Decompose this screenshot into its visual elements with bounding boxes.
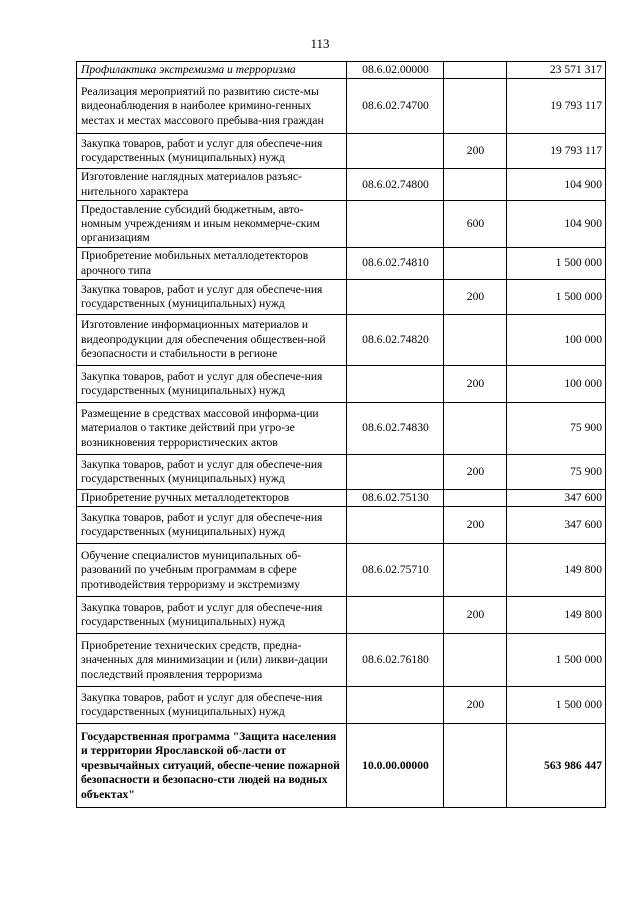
table-row (77, 544, 606, 597)
expense-type-cell (444, 62, 507, 79)
amount-cell: 100 000 (507, 366, 606, 403)
expense-type-cell: 200 (444, 366, 507, 403)
code-cell: 08.6.02.74700 (347, 79, 444, 134)
amount-cell: 1 500 000 (507, 634, 606, 687)
amount-cell: 347 600 (507, 490, 606, 507)
name-cell: Обучение специалистов муниципальных об-разований по учебным программам в сфере противодействия терроризму и экстремизму (77, 544, 347, 597)
amount-cell: 104 900 (507, 169, 606, 201)
amount-cell: 1 500 000 (507, 280, 606, 315)
table-row (77, 507, 606, 544)
code-cell (347, 507, 444, 544)
budget-table (76, 61, 606, 808)
expense-type-cell (444, 248, 507, 280)
expense-type-cell: 200 (444, 134, 507, 169)
expense-type-cell: 600 (444, 201, 507, 248)
name-cell: Закупка товаров, работ и услуг для обеспече-ния государственных (муниципальных) нужд (77, 455, 347, 490)
amount-cell: 149 800 (507, 544, 606, 597)
table-row (77, 315, 606, 366)
table-row (77, 248, 606, 280)
expense-type-cell: 200 (444, 507, 507, 544)
table-row (77, 366, 606, 403)
expense-type-cell: 200 (444, 597, 507, 634)
name-cell: Изготовление наглядных материалов разъяс-нительного характера (77, 169, 347, 201)
table-row (77, 687, 606, 724)
amount-cell: 563 986 447 (507, 724, 606, 808)
table-row (77, 724, 606, 808)
code-cell: 08.6.02.74810 (347, 248, 444, 280)
code-cell: 10.0.00.00000 (347, 724, 444, 808)
table-row (77, 597, 606, 634)
amount-cell: 19 793 117 (507, 134, 606, 169)
amount-cell: 100 000 (507, 315, 606, 366)
name-cell: Приобретение технических средств, предна-значенных для минимизации и (или) ликви-дации последствий проявления терроризма (77, 634, 347, 687)
budget-table-body (77, 62, 606, 808)
table-row (77, 455, 606, 490)
code-cell: 08.6.02.74800 (347, 169, 444, 201)
name-cell: Приобретение ручных металлодетекторов (77, 490, 347, 507)
expense-type-cell (444, 544, 507, 597)
expense-type-cell (444, 724, 507, 808)
code-cell: 08.6.02.75710 (347, 544, 444, 597)
amount-cell: 104 900 (507, 201, 606, 248)
code-cell: 08.6.02.74830 (347, 403, 444, 455)
code-cell (347, 134, 444, 169)
expense-type-cell (444, 169, 507, 201)
code-cell (347, 201, 444, 248)
amount-cell: 23 571 317 (507, 62, 606, 79)
table-row (77, 280, 606, 315)
expense-type-cell: 200 (444, 687, 507, 724)
name-cell: Закупка товаров, работ и услуг для обеспече-ния государственных (муниципальных) нужд (77, 134, 347, 169)
table-row (77, 134, 606, 169)
name-cell: Реализация мероприятий по развитию систе-мы видеонаблюдения в наиболее кримино-генных местах и местах массового пребыва-ния граждан (77, 79, 347, 134)
expense-type-cell: 200 (444, 455, 507, 490)
table-row (77, 490, 606, 507)
code-cell (347, 280, 444, 315)
table-row (77, 634, 606, 687)
code-cell (347, 687, 444, 724)
name-cell: Закупка товаров, работ и услуг для обеспече-ния государственных (муниципальных) нужд (77, 597, 347, 634)
name-cell: Изготовление информационных материалов и видеопродукции для обеспечения обществен-ной безопасности и стабильности в регионе (77, 315, 347, 366)
code-cell: 08.6.02.74820 (347, 315, 444, 366)
amount-cell: 149 800 (507, 597, 606, 634)
page-number: 113 (310, 36, 330, 51)
name-cell: Размещение в средствах массовой информа-ции материалов о тактике действий при угро-зе возникновения террористических актов (77, 403, 347, 455)
amount-cell: 1 500 000 (507, 248, 606, 280)
expense-type-cell (444, 403, 507, 455)
amount-cell: 75 900 (507, 403, 606, 455)
name-cell: Закупка товаров, работ и услуг для обеспече-ния государственных (муниципальных) нужд (77, 507, 347, 544)
amount-cell: 1 500 000 (507, 687, 606, 724)
expense-type-cell (444, 79, 507, 134)
name-cell: Закупка товаров, работ и услуг для обеспече-ния государственных (муниципальных) нужд (77, 366, 347, 403)
name-cell: Закупка товаров, работ и услуг для обеспече-ния государственных (муниципальных) нужд (77, 687, 347, 724)
table-row (77, 201, 606, 248)
table-row (77, 79, 606, 134)
name-cell: Предоставление субсидий бюджетным, авто-номным учреждениям и иным некоммерче-ским организациям (77, 201, 347, 248)
expense-type-cell (444, 315, 507, 366)
name-cell: Приобретение мобильных металлодетекторов арочного типа (77, 248, 347, 280)
expense-type-cell: 200 (444, 280, 507, 315)
amount-cell: 75 900 (507, 455, 606, 490)
name-cell: Закупка товаров, работ и услуг для обеспече-ния государственных (муниципальных) нужд (77, 280, 347, 315)
expense-type-cell (444, 490, 507, 507)
name-cell: Профилактика экстремизма и терроризма (77, 62, 347, 79)
name-cell: Государственная программа "Защита населения и территории Ярославской об-ласти от чрезвычайных ситуаций, обеспе-чение пожарной безопасности и безопасно-сти людей на водных объектах" (77, 724, 347, 808)
amount-cell: 19 793 117 (507, 79, 606, 134)
code-cell (347, 597, 444, 634)
table-row (77, 403, 606, 455)
code-cell: 08.6.02.75130 (347, 490, 444, 507)
amount-cell: 347 600 (507, 507, 606, 544)
table-row (77, 62, 606, 79)
expense-type-cell (444, 634, 507, 687)
table-row (77, 169, 606, 201)
code-cell: 08.6.02.00000 (347, 62, 444, 79)
code-cell: 08.6.02.76180 (347, 634, 444, 687)
code-cell (347, 455, 444, 490)
code-cell (347, 366, 444, 403)
